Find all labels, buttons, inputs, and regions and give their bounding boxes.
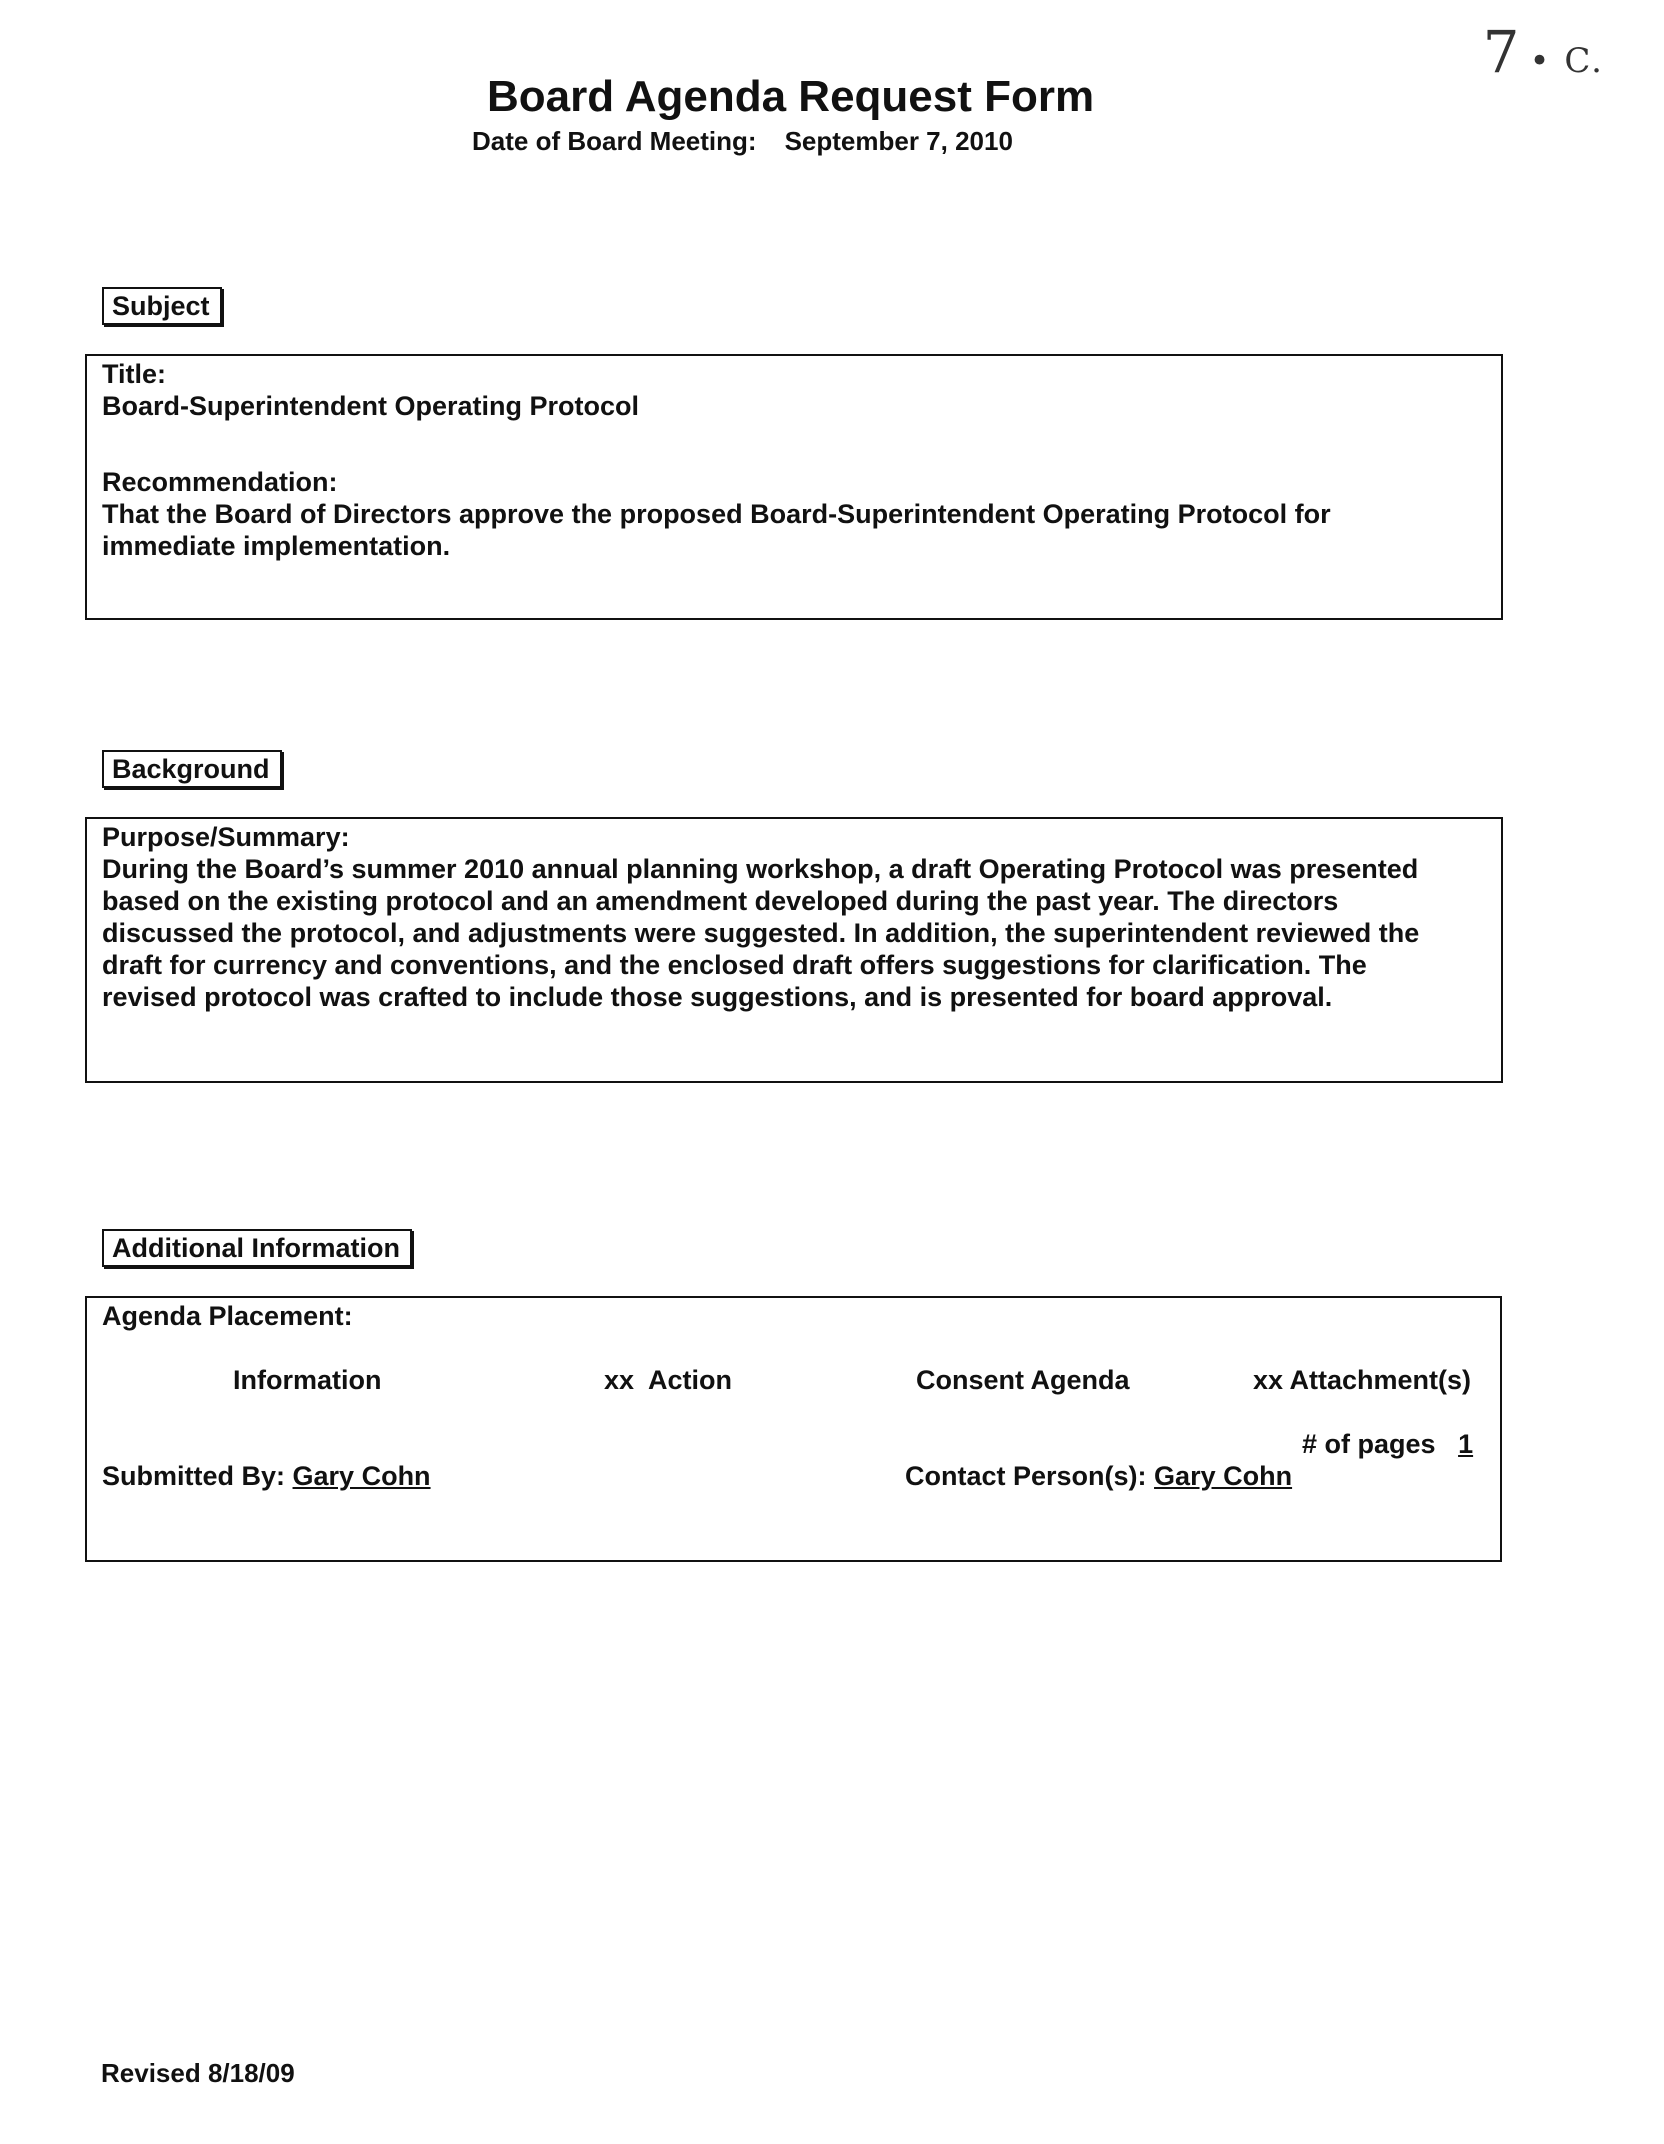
purpose-label: Purpose/Summary:	[102, 822, 350, 852]
submitted-by-value: Gary Cohn	[292, 1461, 431, 1491]
item-number-main: 7	[1482, 18, 1522, 86]
purpose-line-1: During the Board’s summer 2010 annual planning workshop, a draft Operating Protocol was presented	[102, 854, 1419, 884]
section-label-subject: Subject	[102, 287, 222, 325]
contact-person-label: Contact Person(s):	[905, 1461, 1147, 1491]
title-value: Board-Superintendent Operating Protocol	[102, 391, 640, 421]
placement-action: xx Action	[604, 1365, 733, 1395]
page-title: Board Agenda Request Form	[487, 72, 1095, 121]
meeting-date-line	[472, 126, 1013, 157]
revision-note: Revised 8/18/09	[101, 2058, 295, 2088]
recommendation-line-1: That the Board of Directors approve the proposed Board-Superintendent Operating Protocol for	[102, 499, 1331, 529]
recommendation-label: Recommendation:	[102, 467, 338, 497]
purpose-line-5: revised protocol was crafted to include those suggestions, and is presented for board approval.	[102, 982, 1333, 1012]
submitted-by	[102, 1460, 431, 1492]
recommendation-line-2: immediate implementation.	[102, 531, 451, 561]
section-label-background: Background	[102, 750, 282, 788]
contact-person-value: Gary Cohn	[1154, 1461, 1293, 1491]
handwritten-item-number	[1483, 18, 1604, 86]
purpose-line-3: discussed the protocol, and adjustments were suggested. In addition, the superintendent reviewed the	[102, 918, 1420, 948]
pages-value: 1	[1458, 1429, 1474, 1459]
agenda-placement-label: Agenda Placement:	[102, 1301, 353, 1331]
purpose-line-4: draft for currency and conventions, and the enclosed draft offers suggestions for clarification. The	[102, 950, 1367, 980]
purpose-line-2: based on the existing protocol and an amendment developed during the past year. The directors	[102, 886, 1339, 916]
contact-person	[905, 1460, 1292, 1492]
pages-count	[1302, 1428, 1473, 1460]
placement-consent-agenda: Consent Agenda	[916, 1365, 1130, 1395]
placement-information: Information	[233, 1365, 382, 1395]
pages-label: # of pages	[1302, 1429, 1436, 1459]
item-number-suffix: • C.	[1529, 41, 1604, 81]
subject-box	[85, 354, 1503, 620]
placement-attachments: xx Attachment(s)	[1253, 1365, 1472, 1395]
additional-information-box	[85, 1296, 1502, 1562]
meeting-date-label: Date of Board Meeting:	[472, 126, 757, 156]
title-label: Title:	[102, 359, 167, 389]
submitted-by-label: Submitted By:	[102, 1461, 286, 1491]
section-label-additional-information: Additional Information	[102, 1229, 412, 1267]
meeting-date-value: September 7, 2010	[784, 126, 1013, 156]
background-box	[85, 817, 1503, 1083]
